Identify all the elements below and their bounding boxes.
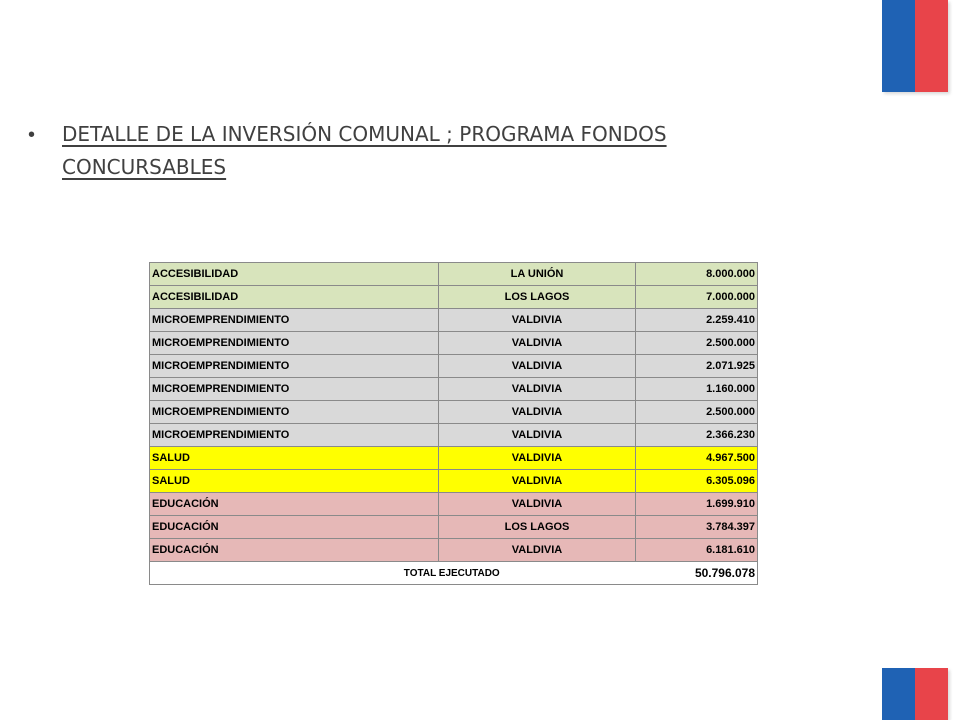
cell-monto: 1.699.910	[636, 493, 758, 516]
cell-programa: SALUD	[150, 447, 439, 470]
cell-comuna: VALDIVIA	[439, 332, 636, 355]
cell-programa: EDUCACIÓN	[150, 539, 439, 562]
cell-comuna: VALDIVIA	[439, 447, 636, 470]
cell-programa: ACCESIBILIDAD	[150, 263, 439, 286]
cell-programa: MICROEMPRENDIMIENTO	[150, 309, 439, 332]
table-row	[150, 493, 758, 516]
flag-blue-stripe	[882, 0, 915, 92]
cell-monto: 1.160.000	[636, 378, 758, 401]
total-label: TOTAL EJECUTADO	[150, 562, 636, 585]
cell-monto: 2.500.000	[636, 401, 758, 424]
cell-comuna: VALDIVIA	[439, 355, 636, 378]
cell-comuna: VALDIVIA	[439, 493, 636, 516]
cell-monto: 2.366.230	[636, 424, 758, 447]
cell-comuna: VALDIVIA	[439, 309, 636, 332]
cell-monto: 7.000.000	[636, 286, 758, 309]
slide-heading	[28, 118, 788, 184]
table-row	[150, 447, 758, 470]
cell-comuna: VALDIVIA	[439, 470, 636, 493]
cell-comuna: LOS LAGOS	[439, 286, 636, 309]
table-row	[150, 424, 758, 447]
flag-red-stripe	[915, 668, 948, 720]
cell-programa: ACCESIBILIDAD	[150, 286, 439, 309]
table-row	[150, 516, 758, 539]
cell-monto: 2.259.410	[636, 309, 758, 332]
cell-monto: 6.181.610	[636, 539, 758, 562]
cell-monto: 4.967.500	[636, 447, 758, 470]
total-row	[150, 562, 758, 585]
page-title: DETALLE DE LA INVERSIÓN COMUNAL ; PROGRAMA FONDOS CONCURSABLES	[62, 122, 667, 179]
cell-programa: MICROEMPRENDIMIENTO	[150, 424, 439, 447]
cell-monto: 2.500.000	[636, 332, 758, 355]
investment-table	[149, 262, 758, 585]
cell-programa: MICROEMPRENDIMIENTO	[150, 401, 439, 424]
cell-monto: 2.071.925	[636, 355, 758, 378]
cell-monto: 8.000.000	[636, 263, 758, 286]
table-row	[150, 378, 758, 401]
table-row	[150, 470, 758, 493]
bullet-icon: •	[28, 124, 36, 146]
flag-blue-stripe	[882, 668, 915, 720]
cell-comuna: VALDIVIA	[439, 424, 636, 447]
cell-comuna: VALDIVIA	[439, 401, 636, 424]
flag-red-stripe	[915, 0, 948, 92]
cell-comuna: VALDIVIA	[439, 539, 636, 562]
table-row	[150, 401, 758, 424]
cell-comuna: VALDIVIA	[439, 378, 636, 401]
cell-programa: MICROEMPRENDIMIENTO	[150, 355, 439, 378]
cell-monto: 3.784.397	[636, 516, 758, 539]
cell-programa: MICROEMPRENDIMIENTO	[150, 332, 439, 355]
table-row	[150, 332, 758, 355]
cell-programa: SALUD	[150, 470, 439, 493]
cell-comuna: LA UNIÓN	[439, 263, 636, 286]
flag-decoration-bottom	[882, 668, 948, 720]
table-row	[150, 309, 758, 332]
flag-decoration-top	[882, 0, 948, 92]
cell-monto: 6.305.096	[636, 470, 758, 493]
table-row	[150, 263, 758, 286]
table-row	[150, 539, 758, 562]
cell-programa: EDUCACIÓN	[150, 516, 439, 539]
total-value: 50.796.078	[636, 562, 758, 585]
cell-comuna: LOS LAGOS	[439, 516, 636, 539]
cell-programa: EDUCACIÓN	[150, 493, 439, 516]
table-row	[150, 286, 758, 309]
cell-programa: MICROEMPRENDIMIENTO	[150, 378, 439, 401]
table-row	[150, 355, 758, 378]
